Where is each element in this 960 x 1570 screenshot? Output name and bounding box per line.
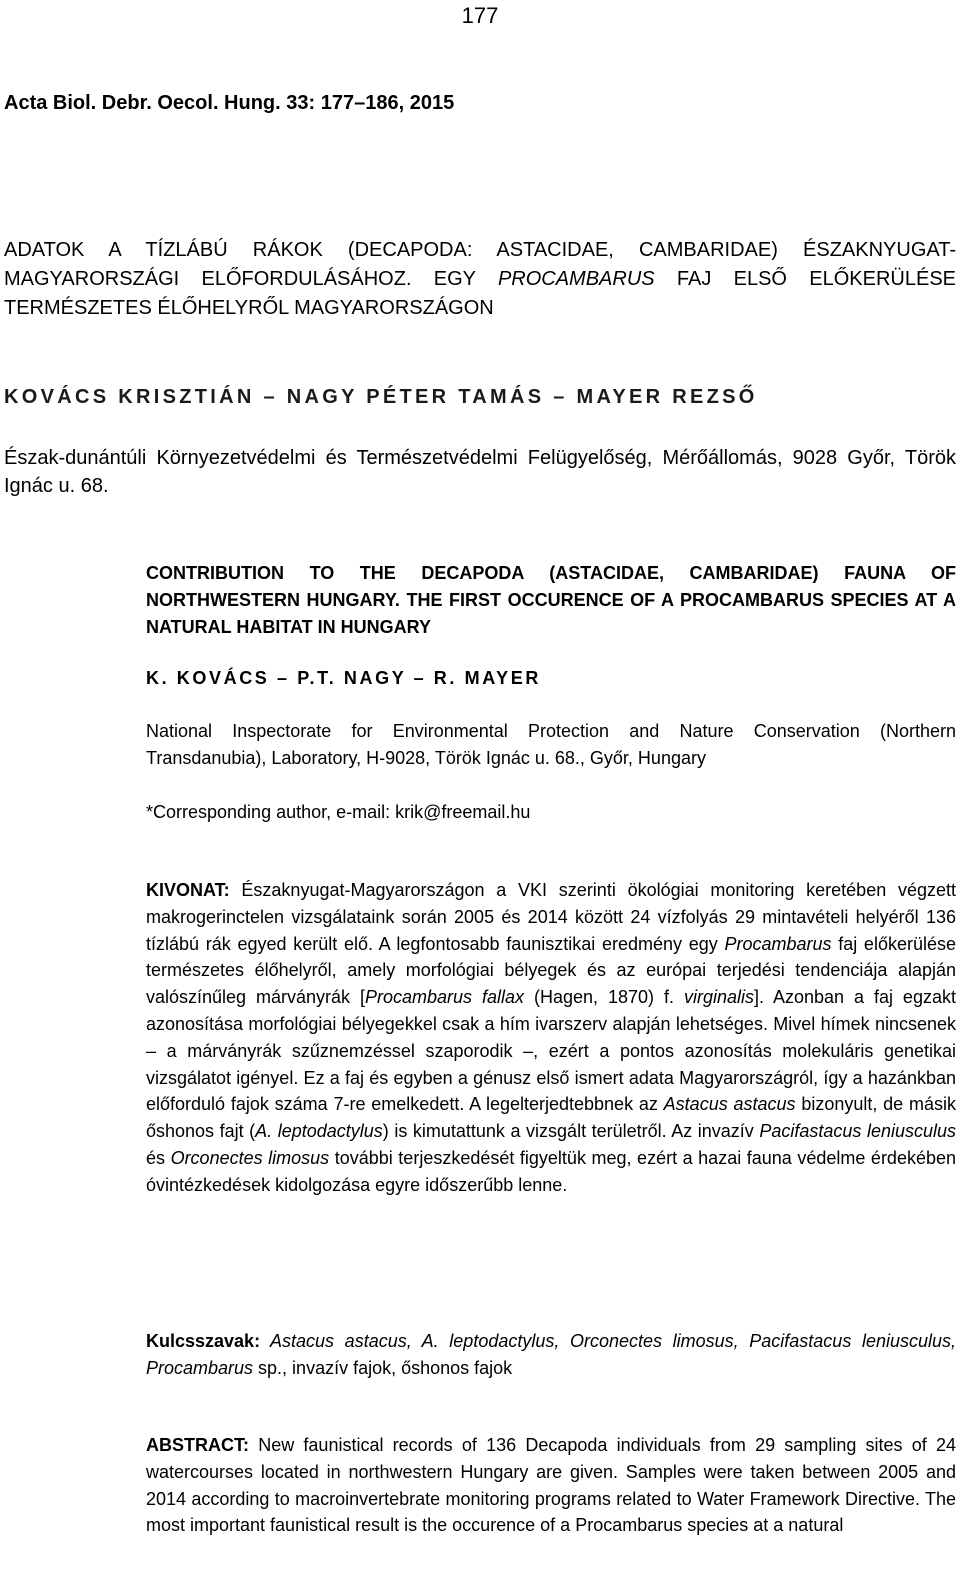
- kivonat-text: további terjeszkedését figyeltük meg, ezért a hazai fauna védelme érdekében óvintézkedések kidolgozása egyre időszerűbb lenne.: [146, 1147, 956, 1195]
- kivonat-italic: Procambarus fallax: [365, 987, 525, 1008]
- hungarian-title-part2: FAJ ELSŐ ELŐKERÜLÉSE TERMÉSZETES ÉLŐHELYRŐL MAGYARORSZÁGON: [4, 268, 956, 319]
- hungarian-title-part1: ADATOK A TÍZLÁBÚ RÁKOK (DECAPODA: ASTACIDAE, CAMBARIDAE) ÉSZAKNYUGAT-MAGYARORSZÁGI ELŐFORDULÁSÁHOZ. EGY: [4, 239, 956, 290]
- hungarian-affiliation: Észak-dunántúli Környezetvédelmi és Természetvédelmi Felügyelőség, Mérőállomás, 9028 Győr, Török Ignác u. 68.: [4, 447, 956, 497]
- kivonat-paragraph: [146, 877, 956, 1199]
- page-number: 177: [461, 3, 499, 28]
- abstract-text: New faunistical records of 136 Decapoda individuals from 29 sampling sites of 24 watercourses located in northwestern Hungary are given. Samples were taken between 2005 and 2014 according to macroinvertebrate monitoring programs related to Water Framework Directive. The most important faunistical result is the occurence of a Procambarus species at a natural: [146, 1435, 956, 1536]
- keywords-italic: Astacus astacus, A. leptodactylus, Orconectes limosus, Pacifastacus leniusculus, Procambarus: [146, 1331, 956, 1378]
- kivonat-text: és: [146, 1147, 171, 1168]
- kivonat-italic: Pacifastacus leniusculus: [759, 1121, 956, 1142]
- kivonat-italic: virginalis: [683, 987, 754, 1008]
- english-affiliation: National Inspectorate for Environmental Protection and Nature Conservation (Northern Transdanubia), Laboratory, H-9028, Török Ignác u. 68., Győr, Hungary: [146, 721, 956, 768]
- abstract-label: ABSTRACT:: [146, 1435, 249, 1455]
- kivonat-text: (Hagen, 1870) f.: [524, 987, 684, 1008]
- kivonat-text: faj előkerülése természetes élőhelyről, amely morfológiai bélyegek és az európai terjedési tendenciája alapján valószínűleg márványrák [: [146, 933, 956, 1008]
- english-authors: K. KOVÁCS – P.T. NAGY – R. MAYER: [146, 668, 541, 688]
- kivonat-text: Északnyugat-Magyarországon a VKI szerinti ökológiai monitoring keretében végzett makrogerinctelen vizsgálataink során 2005 és 2014 között 24 vízfolyás 29 mintavételi helyéről 136 tízlábú rák egyed került elő. A legfontosabb faunisztikai eredmény egy: [146, 880, 956, 954]
- kivonat-italic: Procambarus: [724, 933, 832, 954]
- hungarian-title-italic: PROCAMBARUS: [497, 268, 655, 290]
- hungarian-authors: KOVÁCS KRISZTIÁN – NAGY PÉTER TAMÁS – MAYER REZSŐ: [4, 386, 758, 408]
- kivonat-label: KIVONAT:: [146, 880, 230, 900]
- kivonat-italic: Astacus astacus: [663, 1094, 796, 1115]
- kivonat-italic: Orconectes limosus: [170, 1147, 330, 1168]
- english-title: CONTRIBUTION TO THE DECAPODA (ASTACIDAE, CAMBARIDAE) FAUNA OF NORTHWESTERN HUNGARY. THE FIRST OCCURENCE OF A PROCAMBARUS SPECIES AT A NATURAL HABITAT IN HUNGARY: [146, 563, 956, 637]
- kivonat-text: ) is kimutattunk a vizsgált területről. Az invazív: [382, 1121, 760, 1142]
- keywords-text: sp., invazív fajok, őshonos fajok: [253, 1357, 513, 1378]
- corresponding-author-email: *Corresponding author, e-mail: krik@freemail.hu: [146, 802, 531, 822]
- abstract-paragraph: [146, 1432, 956, 1539]
- kivonat-text: ]. Azonban a faj egzakt azonosítása morfológiai bélyegekkel csak a hím ivarszerv alapján lehetséges. Mivel hímek nincsenek – a márványrák szűznemzéssel szaporodik –, ezért a pontos azonosítás molekuláris genetikai vizsgálatot igényel. Ez a faj és egyben a génusz első ismert adata Magyarországról, így a hazánkban előforduló fajok száma 7-re emelkedett. A legelterjedtebbnek az: [146, 987, 956, 1115]
- keywords-label: Kulcsszavak:: [146, 1331, 261, 1351]
- kivonat-italic: A. leptodactylus: [255, 1121, 383, 1142]
- hungarian-title: [4, 236, 956, 323]
- journal-citation: Acta Biol. Debr. Oecol. Hung. 33: 177–186, 2015: [4, 92, 455, 114]
- keywords-paragraph: [146, 1328, 956, 1382]
- kivonat-text: bizonyult, de másik őshonos fajt (: [146, 1094, 956, 1142]
